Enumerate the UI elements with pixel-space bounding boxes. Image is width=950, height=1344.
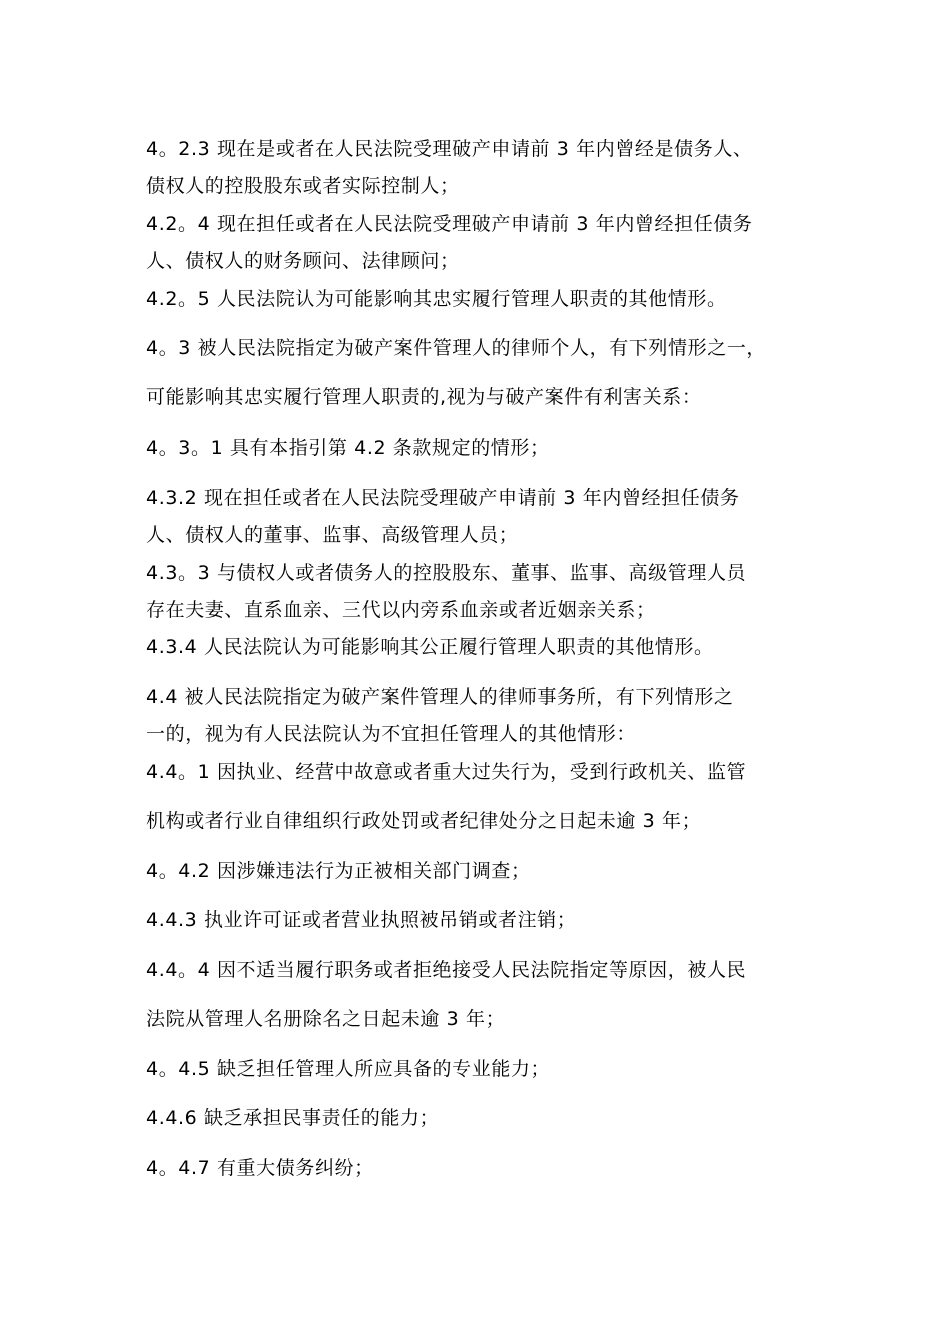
text-line: 一的，视为有人民法院认为不宜担任管理人的其他情形： bbox=[146, 723, 637, 745]
text-line: 4.3.4 人民法院认为可能影响其公正履行管理人职责的其他情形。 bbox=[146, 636, 714, 658]
text-line: 4.4。4 因不适当履行职务或者拒绝接受人民法院指定等原因，被人民 bbox=[146, 959, 747, 981]
text-line: 4.2。4 现在担任或者在人民法院受理破产申请前 3 年内曾经担任债务 bbox=[146, 213, 753, 235]
text-line: 人、债权人的董事、监事、高级管理人员； bbox=[146, 524, 519, 546]
text-line: 4。3。1 具有本指引第 4.2 条款规定的情形； bbox=[146, 437, 550, 459]
text-line: 4。4.7 有重大债务纠纷； bbox=[146, 1157, 374, 1179]
text-line: 可能影响其忠实履行管理人职责的,视为与破产案件有利害关系： bbox=[146, 386, 702, 408]
text-line: 4。2.3 现在是或者在人民法院受理破产申请前 3 年内曾经是债务人、 bbox=[146, 138, 753, 160]
text-line: 4.3。3 与债权人或者债务人的控股股东、董事、监事、高级管理人员 bbox=[146, 562, 747, 584]
text-line: 人、债权人的财务顾问、法律顾问； bbox=[146, 250, 460, 272]
text-line: 4.4.6 缺乏承担民事责任的能力； bbox=[146, 1107, 440, 1129]
text-line: 存在夫妻、直系血亲、三代以内旁系血亲或者近姻亲关系； bbox=[146, 599, 656, 621]
text-line: 4.4 被人民法院指定为破产案件管理人的律师事务所，有下列情形之 bbox=[146, 686, 734, 708]
text-line: 4.3.2 现在担任或者在人民法院受理破产申请前 3 年内曾经担任债务 bbox=[146, 487, 740, 509]
text-line: 债权人的控股股东或者实际控制人； bbox=[146, 175, 460, 197]
text-line: 4。4.5 缺乏担任管理人所应具备的专业能力； bbox=[146, 1058, 551, 1080]
text-line: 4.2。5 人民法院认为可能影响其忠实履行管理人职责的其他情形。 bbox=[146, 288, 727, 310]
text-line: 4。4.2 因涉嫌违法行为正被相关部门调查； bbox=[146, 860, 531, 882]
text-line: 4.4。1 因执业、经营中故意或者重大过失行为，受到行政机关、监管 bbox=[146, 761, 747, 783]
text-line: 机构或者行业自律组织行政处罚或者纪律处分之日起未逾 3 年； bbox=[146, 810, 702, 832]
text-line: 法院从管理人名册除名之日起未逾 3 年； bbox=[146, 1008, 506, 1030]
text-line: 4.4.3 执业许可证或者营业执照被吊销或者注销； bbox=[146, 909, 577, 931]
text-line: 4。3 被人民法院指定为破产案件管理人的律师个人，有下列情形之一， bbox=[146, 337, 767, 359]
